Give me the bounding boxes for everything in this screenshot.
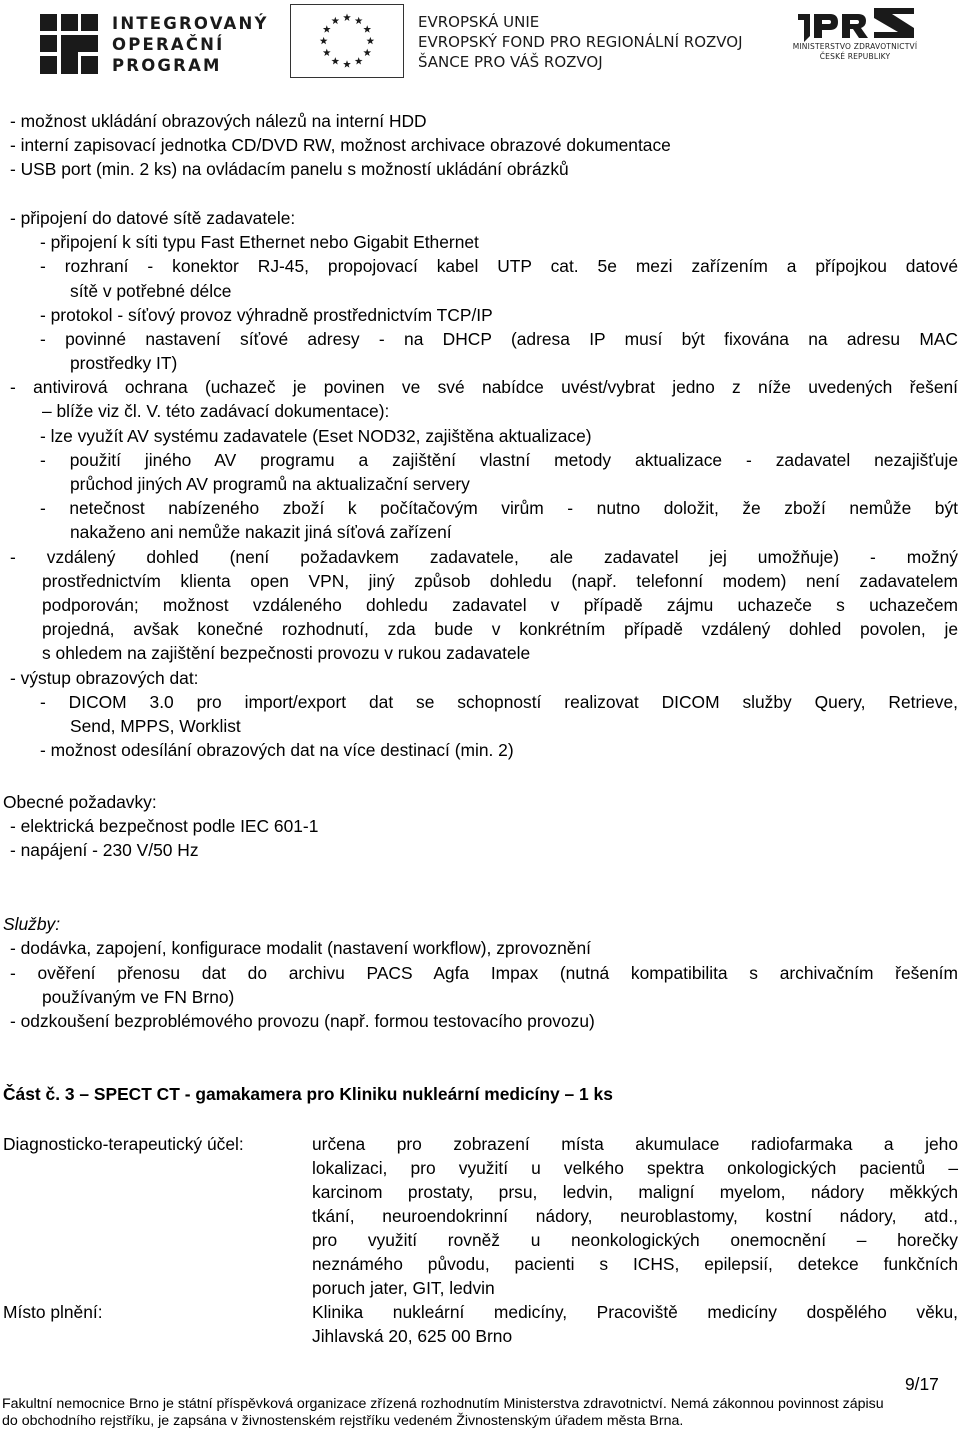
eu-flag-icon [290,4,404,78]
text-line: používaným ve FN Brno) [42,987,235,1007]
field-label-place: Místo plnění: [3,1302,103,1322]
text-line: projedná, avšak konečné rozhodnutí, zda bude v konkrétním případě vzdálený dohled povolen, je [42,619,958,639]
text-line: - DICOM 3.0 pro import/export dat se schopností realizovat DICOM služby Query, Retrieve, [40,692,958,712]
text-line: - napájení - 230 V/50 Hz [10,840,199,860]
text-line: prostřednictvím klienta open VPN, jiný způsob dohledu (např. telefonní modem) není zadavatelem [42,571,958,591]
text-line: - antivirová ochrana (uchazeč je povinen ve své nabídce uvést/vybrat jedno z níže uvedených řešení [10,377,958,397]
eu-star-icon [366,37,374,44]
text-line: neznámého původu, pacienti s ICHS, epilepsií, detekce funkčních [312,1254,958,1274]
page-header [0,0,960,80]
field-label-purpose: Diagnosticko-terapeutický účel: [3,1134,244,1154]
page-number: 9/17 [905,1374,939,1394]
ministry-logo-icon [796,8,918,42]
eu-line-3: ŠANCE PRO VÁŠ ROZVOJ [418,53,603,71]
text-line: - možnost ukládání obrazových nálezů na interní HDD [10,111,427,131]
text-line: - dodávka, zapojení, konfigurace modalit (nastavení workflow), zprovoznění [10,938,591,958]
text-line: Send, MPPS, Worklist [70,716,241,736]
iop-line-1: INTEGROVANÝ [112,14,269,33]
text-line: - připojení do datové sítě zadavatele: [10,208,296,228]
text-line: pro využití rovněž u neonkologických onemocnění – horečky [312,1230,958,1250]
text-line: - elektrická bezpečnost podle IEC 601-1 [10,816,319,836]
eu-star-icon [323,49,331,56]
text-line: - ověření přenosu dat do archivu PACS Agfa Impax (nutná kompatibilita s archivačním řešením [10,963,958,983]
footer-line-1: Fakultní nemocnice Brno je státní příspěvková organizace zřízená rozhodnutím Ministerstva zdravotnictví. Nemá zákonnou povinnost zápisu [2,1396,884,1412]
text-line: karcinom prostaty, prsu, ledvin, maligní myelom, nádory měkkých [312,1182,958,1202]
eu-star-icon [363,49,371,56]
text-line: průchod jiných AV programů na aktualizační servery [70,474,470,494]
text-line: sítě v potřebné délce [70,281,232,301]
iop-logo-text [112,13,269,76]
text-line: – blíže viz čl. V. této zadávací dokumentace): [42,401,390,421]
eu-star-icon [343,60,351,67]
eu-star-icon [363,25,371,32]
iop-line-3: PROGRAM [112,56,222,75]
eu-star-icon [343,14,351,21]
text-line: podporován; možnost vzdáleného dohledu zadavatel v případě zájmu uchazeče s uchazečem [42,595,958,615]
text-line: - USB port (min. 2 ks) na ovládacím panelu s možností ukládání obrázků [10,159,569,179]
text-line: - lze využít AV systému zadavatele (Eset NOD32, zajištěna aktualizace) [40,426,592,446]
text-line: - protokol - síťový provoz výhradně prostřednictvím TCP/IP [40,305,493,325]
section-heading-services: Služby: [3,914,61,934]
iop-line-2: OPERAČNÍ [112,35,225,54]
text-line: Klinika nukleární medicíny, Pracoviště medicíny dospělého věku, [312,1302,958,1322]
ministry-line-2: ČESKÉ REPUBLIKY [819,52,891,61]
eu-logo-text [418,12,743,72]
eu-star-icon [355,57,363,64]
text-line: s ohledem na zajištění bezpečnosti provozu v rukou zadavatele [42,643,531,663]
section-heading-general: Obecné požadavky: [3,792,157,812]
text-line: - interní zapisovací jednotka CD/DVD RW, možnost archivace obrazové dokumentace [10,135,671,155]
eu-star-icon [323,25,331,32]
text-line: - výstup obrazových dat: [10,668,199,688]
text-line: Jihlavská 20, 625 00 Brno [312,1326,513,1346]
ministry-line-1: MINISTERSTVO ZDRAVOTNICTVÍ [792,42,918,51]
text-line: - netečnost nabízeného zboží k počítačovým virům - nutno doložit, že zboží nemůže být [40,498,958,518]
iop-logo-icon [40,14,98,74]
text-line: prostředky IT) [70,353,178,373]
text-line: - připojení k síti typu Fast Ethernet nebo Gigabit Ethernet [40,232,479,252]
eu-line-1: EVROPSKÁ UNIE [418,13,540,31]
ministry-logo-text [780,42,930,62]
eu-star-icon [331,57,339,64]
text-line: - možnost odesílání obrazových dat na více destinací (min. 2) [40,740,514,760]
eu-line-2: EVROPSKÝ FOND PRO REGIONÁLNÍ ROZVOJ [418,33,743,51]
eu-star-icon [320,37,328,44]
text-line: - odzkoušení bezproblémového provozu (např. formou testovacího provozu) [10,1011,595,1031]
footer-line-2: do obchodního rejstříku, je zapsána v živnostenském rejstříku vedeném Živnostenským úřadem města Brna. [2,1413,684,1429]
text-line: nakaženo ani nemůže nakazit jiná síťová zařízení [70,522,452,542]
eu-star-icon [355,17,363,24]
eu-star-icon [331,17,339,24]
text-line: - povinné nastavení síťové adresy - na DHCP (adresa IP musí být fixována na adresu MAC [40,329,958,349]
text-line: poruch jater, GIT, ledvin [312,1278,495,1298]
text-line: lokalizaci, pro využití u velkého spektra onkologických pacientů – [312,1158,958,1178]
text-line: určena pro zobrazení místa akumulace radiofarmaka a jeho [312,1134,958,1154]
text-line: tkání, neuroendokrinní nádory, neuroblastomy, kostní nádory, atd., [312,1206,958,1226]
section-heading-part-3: Část č. 3 – SPECT CT - gamakamera pro Kliniku nukleární medicíny – 1 ks [3,1084,613,1104]
text-line: - použití jiného AV programu a zajištění vlastní metody aktualizace - zadavatel nezajišťuje [40,450,958,470]
text-line: - vzdálený dohled (není požadavkem zadavatele, ale zadavatel jej umožňuje) - možný [10,547,958,567]
text-line: - rozhraní - konektor RJ-45, propojovací kabel UTP cat. 5e mezi zařízením a přípojkou datové [40,256,958,276]
